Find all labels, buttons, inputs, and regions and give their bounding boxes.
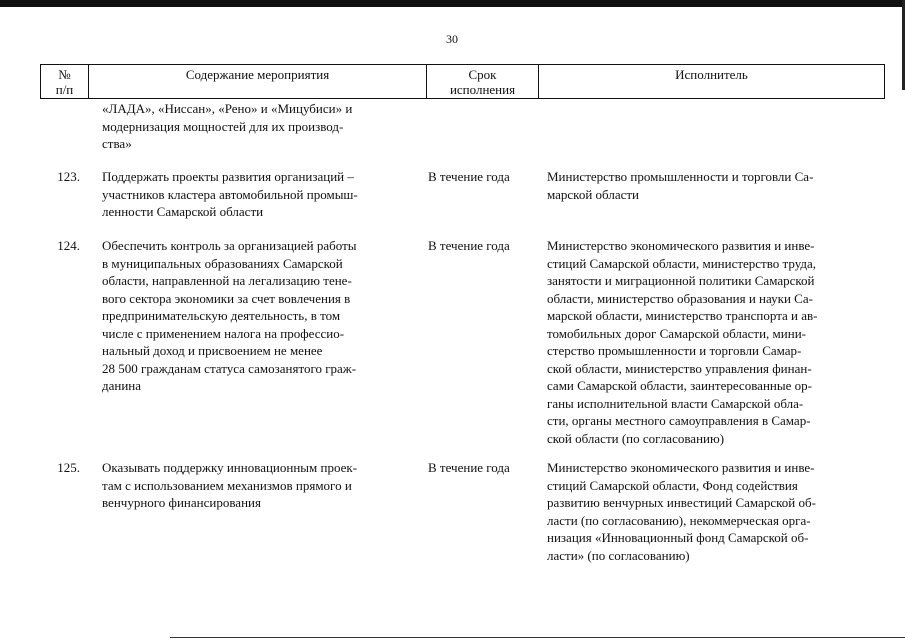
row-number: 125. (57, 460, 80, 475)
executor-cell: Министерство экономического развития и инве- стиций Самарской области, министерство труда, занятости и миграционной политики Самарской области, министерство образования и науки Са- марской области, министерство транспорта и ав- томобильных дорог Самарской области, мини- стерство промышленности и торговли Самар- ской области, министерство управления финан- сами Самарской области, заинтересованные ор- ганы исполнительной власти Самарской обла- сти, органы местного самоуправления в Самар- ской области (по согласованию) (547, 238, 818, 446)
content-cell: Обеспечить контроль за организацией работы в муниципальных образованиях Самарской области, направленной на легализацию тене- вого сектора экономики за счет вовлечения в предпринимательскую деятельность, в том числе с применением налога на профессио- нальный доход и присвоением не менее 28 500 гражданам статуса самозанятого граж- данина (102, 238, 357, 393)
content-cell: Оказывать поддержку инновационным проек- там с использованием механизмов прямого и венчурного финансирования (102, 460, 358, 510)
row-number: 123. (57, 169, 80, 184)
scan-bottom-line (170, 637, 905, 638)
scan-top-border (0, 0, 905, 7)
page-number: 30 (446, 32, 458, 46)
term-cell: В течение года (428, 460, 510, 475)
header-term: Срок исполнения (427, 65, 539, 98)
header-executor: Исполнитель (675, 67, 748, 82)
executor-cell: Министерство промышленности и торговли Са- марской области (547, 169, 814, 202)
content-cell: Поддержать проекты развития организаций – участников кластера автомобильной промыш- ленности Самарской области (102, 169, 358, 219)
executor-cell: Министерство экономического развития и инве- стиций Самарской области, Фонд содействия развитию венчурных инвестиций Самарской об- ласти (по согласованию), некоммерческая орга- низация «Инновационный фонд Самарской об- ласти» (по согласованию) (547, 460, 816, 563)
content-cell: «ЛАДА», «Ниссан», «Рено» и «Мицубиси» и модернизация мощностей для их производ- ства» (102, 101, 353, 151)
term-cell: В течение года (428, 169, 510, 184)
term-cell: В течение года (428, 238, 510, 253)
table-header (40, 64, 885, 99)
header-num: № п/п (41, 65, 89, 98)
header-content: Содержание мероприятия (89, 65, 427, 98)
row-number: 124. (57, 238, 80, 253)
